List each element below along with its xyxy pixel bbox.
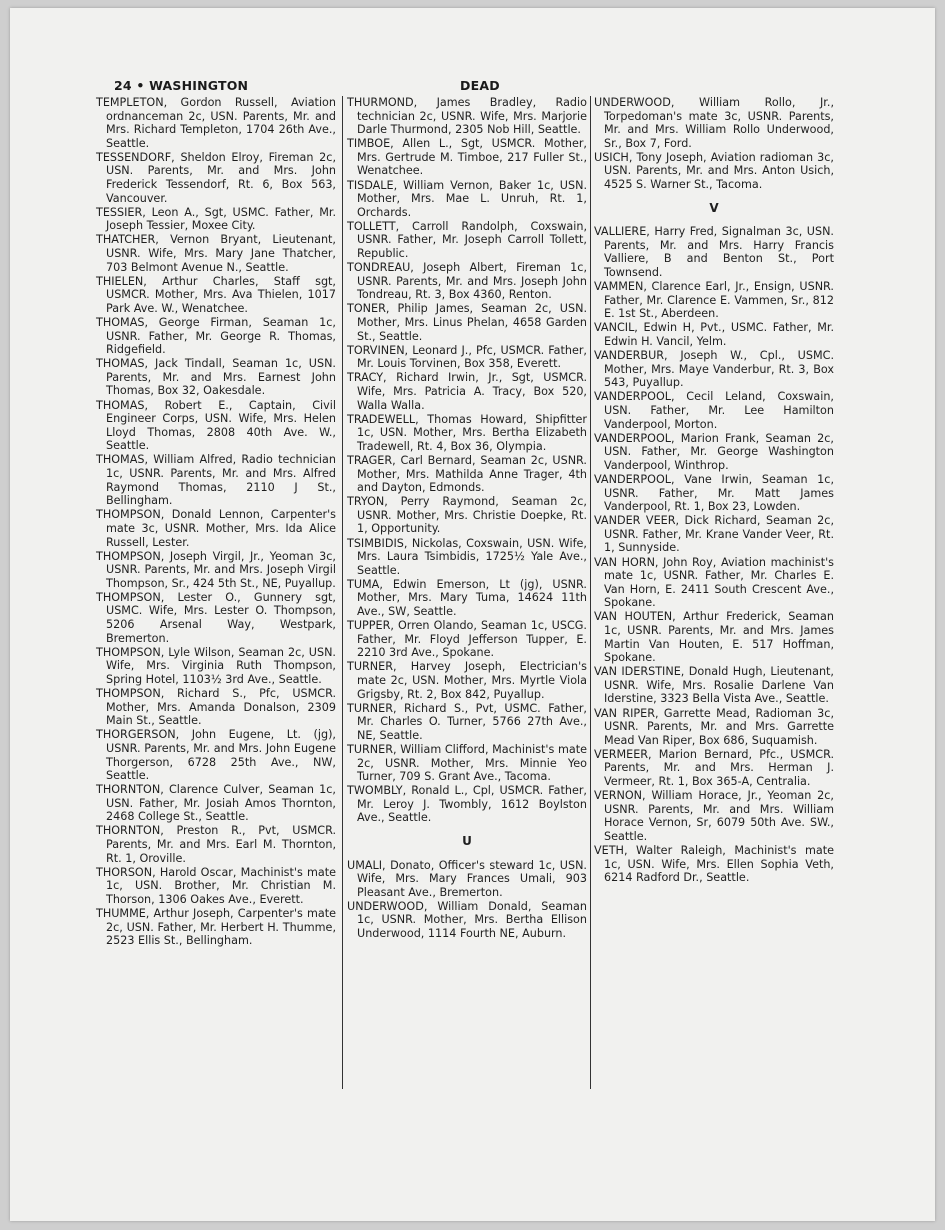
roster-entry: THOMPSON, Richard S., Pfc, USMCR. Mother, Mrs. Amanda Donalson, 2309 Main St., Seattle. [96,687,336,728]
roster-entry: THORSON, Harold Oscar, Machinist's mate 1c, USN. Brother, Mr. Christian M. Thorson, 1306 Oakes Ave., Everett. [96,865,336,906]
column-divider [342,96,343,1089]
column-1 [96,96,336,948]
roster-entry: VALLIERE, Harry Fred, Signalman 3c, USN. Parents, Mr. and Mrs. Harry Francis Valliere, B and Benton St., Port Townsend. [594,225,834,280]
roster-entry: TRAGER, Carl Bernard, Seaman 2c, USNR. Mother, Mrs. Mathilda Anne Trager, 4th and Dayton, Edmonds. [347,453,587,495]
roster-entry: VAN IDERSTINE, Donald Hugh, Lieutenant, USNR. Wife, Mrs. Rosalie Darlene Van Iderstine, 3323 Bella Vista Ave., Seattle. [594,665,834,706]
roster-entry: VAMMEN, Clarence Earl, Jr., Ensign, USNR. Father, Mr. Clarence E. Vammen, Sr., 812 E. 1st St., Aberdeen. [594,280,834,321]
roster-entry: THORGERSON, John Eugene, Lt. (jg), USNR. Parents, Mr. and Mrs. John Eugene Thorgerson, 6728 25th Ave., NW, Seattle. [96,728,336,783]
roster-entry: UMALI, Donato, Officer's steward 1c, USN. Wife, Mrs. Mary Frances Umali, 903 Pleasant Ave., Bremerton. [347,858,587,899]
roster-entry: VANDERPOOL, Marion Frank, Seaman 2c, USN. Father, Mr. George Washington Vanderpool, Winthrop. [594,431,834,472]
roster-entry: VANDERBUR, Joseph W., Cpl., USMC. Mother, Mrs. Maye Vanderbur, Rt. 3, Box 543, Puyallup. [594,349,834,390]
roster-entry: TWOMBLY, Ronald L., Cpl, USMCR. Father, Mr. Leroy J. Twombly, 1612 Boylston Ave., Seattle. [347,784,587,825]
roster-entry: USICH, Tony Joseph, Aviation radioman 3c, USN. Parents, Mr. and Mrs. Anton Usich, 4525 S. Warner St., Tacoma. [594,150,834,192]
roster-entry: TESSENDORF, Sheldon Elroy, Fireman 2c, USN. Parents, Mr. and Mrs. John Frederick Tessendorf, Rt. 6, Box 563, Vancouver. [96,150,336,205]
roster-entry: TRYON, Perry Raymond, Seaman 2c, USNR. Mother, Mrs. Christie Doepke, Rt. 1, Opportunity. [347,495,587,536]
roster-entry: TURNER, Richard S., Pvt, USMC. Father, Mr. Charles O. Turner, 5766 27th Ave., NE, Seattle. [347,701,587,742]
roster-entry: TEMPLETON, Gordon Russell, Aviation ordnanceman 2c, USN. Parents, Mr. and Mrs. Richard Templeton, 1704 26th Ave., Seattle. [96,96,336,150]
roster-entry: THURMOND, James Bradley, Radio technician 2c, USNR. Wife, Mrs. Marjorie Darle Thurmond, 2305 Nob Hill, Seattle. [347,96,587,137]
roster-entry: THUMME, Arthur Joseph, Carpenter's mate 2c, USN. Father, Mr. Herbert H. Thumme, 2523 Ellis St., Bellingham. [96,907,336,948]
roster-entry: THOMPSON, Joseph Virgil, Jr., Yeoman 3c, USNR. Parents, Mr. and Mrs. Joseph Virgil Thompson, Sr., 424 5th St., NE, Puyallup. [96,549,336,590]
roster-entry: THOMPSON, Lester O., Gunnery sgt, USMC. Wife, Mrs. Lester O. Thompson, 5206 Arsenal Way, Westpark, Bremerton. [96,590,336,645]
roster-entry: TESSIER, Leon A., Sgt, USMC. Father, Mr. Joseph Tessier, Moxee City. [96,205,336,233]
roster-entry: TRACY, Richard Irwin, Jr., Sgt, USMCR. Wife, Mrs. Patricia A. Tracy, Box 520, Walla Walla. [347,371,587,412]
roster-entry: VAN HOUTEN, Arthur Frederick, Seaman 1c, USNR. Parents, Mr. and Mrs. James Martin Van Houten, E. 517 Hoffman, Spokane. [594,610,834,665]
roster-entry: VANDERPOOL, Vane Irwin, Seaman 1c, USNR. Father, Mr. Matt James Vanderpool, Rt. 1, Box 23, Lowden. [594,472,834,514]
roster-entry: TSIMBIDIS, Nickolas, Coxswain, USN. Wife, Mrs. Laura Tsimbidis, 1725½ Yale Ave., Seattle. [347,536,587,577]
roster-entry: UNDERWOOD, William Rollo, Jr., Torpedoman's mate 3c, USNR. Parents, Mr. and Mrs. William Rollo Underwood, Sr., Box 7, Ford. [594,96,834,150]
roster-entry: THORNTON, Clarence Culver, Seaman 1c, USN. Father, Mr. Josiah Amos Thornton, 2468 College St., Seattle. [96,783,336,824]
roster-entry: THIELEN, Arthur Charles, Staff sgt, USMCR. Mother, Mrs. Ava Thielen, 1017 Park Ave. W., Wenatchee. [96,274,336,315]
roster-entry: THOMPSON, Lyle Wilson, Seaman 2c, USN. Wife, Mrs. Virginia Ruth Thompson, Spring Hotel, 1103½ 3rd Ave., Seattle. [96,645,336,686]
roster-entry: TONER, Philip James, Seaman 2c, USN. Mother, Mrs. Linus Phelan, 4658 Garden St., Seattle. [347,302,587,343]
roster-entry: TURNER, Harvey Joseph, Electrician's mate 2c, USN. Mother, Mrs. Myrtle Viola Grigsby, Rt. 2, Box 842, Puyallup. [347,660,587,701]
column-3 [594,96,834,885]
roster-entry: TISDALE, William Vernon, Baker 1c, USN. Mother, Mrs. Mae L. Unruh, Rt. 1, Orchards. [347,178,587,219]
roster-entry: TOLLETT, Carroll Randolph, Coxswain, USNR. Father, Mr. Joseph Carroll Tollett, Republic. [347,219,587,261]
section-letter: V [709,200,719,215]
section-letter: U [462,833,472,848]
roster-entry: TUPPER, Orren Olando, Seaman 1c, USCG. Father, Mr. Floyd Jefferson Tupper, E. 2210 3rd Ave., Spokane. [347,619,587,660]
roster-entry: TUMA, Edwin Emerson, Lt (jg), USNR. Mother, Mrs. Mary Tuma, 14624 11th Ave., SW, Seattle. [347,577,587,618]
roster-entry: VAN RIPER, Garrette Mead, Radioman 3c, USNR. Parents, Mr. and Mrs. Garrette Mead Van Riper, Box 686, Suquamish. [594,706,834,747]
roster-entry: TONDREAU, Joseph Albert, Fireman 1c, USNR. Parents, Mr. and Mrs. Joseph John Tondreau, Rt. 3, Box 4360, Renton. [347,261,587,302]
roster-entry: UNDERWOOD, William Donald, Seaman 1c, USNR. Mother, Mrs. Bertha Ellison Underwood, 1114 Fourth NE, Auburn. [347,899,587,941]
roster-entry: TRADEWELL, Thomas Howard, Shipfitter 1c, USN. Mother, Mrs. Bertha Elizabeth Tradewell, Rt. 4, Box 36, Olympia. [347,412,587,453]
column-2 [347,96,587,941]
roster-entry: THOMAS, Jack Tindall, Seaman 1c, USN. Parents, Mr. and Mrs. Earnest John Thomas, Box 32, Oakesdale. [96,357,336,398]
roster-entry: TURNER, William Clifford, Machinist's mate 2c, USNR. Mother, Mrs. Minnie Yeo Turner, 709 S. Grant Ave., Tacoma. [347,742,587,784]
roster-entry: THOMAS, Robert E., Captain, Civil Engineer Corps, USN. Wife, Mrs. Helen Lloyd Thomas, 2808 40th Ave. W., Seattle. [96,398,336,453]
roster-entry: THOMPSON, Donald Lennon, Carpenter's mate 3c, USNR. Mother, Mrs. Ida Alice Russell, Lester. [96,508,336,549]
roster-entry: VANDER VEER, Dick Richard, Seaman 2c, USNR. Father, Mr. Krane Vander Veer, Rt. 1, Sunnyside. [594,514,834,555]
roster-entry: VERMEER, Marion Bernard, Pfc., USMCR. Parents, Mr. and Mrs. Herman J. Vermeer, Rt. 1, Box 365-A, Centralia. [594,747,834,788]
roster-entry: TORVINEN, Leonard J., Pfc, USMCR. Father, Mr. Louis Torvinen, Box 358, Everett. [347,343,587,371]
roster-entry: THOMAS, William Alfred, Radio technician 1c, USNR. Parents, Mr. and Mrs. Alfred Raymond Thomas, 2110 J St., Bellingham. [96,453,336,508]
roster-entry: THOMAS, George Firman, Seaman 1c, USNR. Father, Mr. George R. Thomas, Ridgefield. [96,316,336,357]
roster-entry: TIMBOE, Allen L., Sgt, USMCR. Mother, Mrs. Gertrude M. Timboe, 217 Fuller St., Wenatchee. [347,137,587,178]
roster-entry: VETH, Walter Raleigh, Machinist's mate 1c, USN. Wife, Mrs. Ellen Sophia Veth, 6214 Radford Dr., Seattle. [594,843,834,885]
roster-entry: VERNON, William Horace, Jr., Yeoman 2c, USNR. Parents, Mr. and Mrs. William Horace Vernon, Sr, 6079 50th Ave. SW., Seattle. [594,789,834,843]
roster-entry: VANCIL, Edwin H, Pvt., USMC. Father, Mr. Edwin H. Vancil, Yelm. [594,321,834,348]
roster-entry: VAN HORN, John Roy, Aviation machinist's mate 1c, USNR. Father, Mr. Charles E. Van Horn, E. 2411 South Crescent Ave., Spokane. [594,555,834,610]
roster-entry: VANDERPOOL, Cecil Leland, Coxswain, USN. Father, Mr. Lee Hamilton Vanderpool, Morton. [594,390,834,431]
roster-entry: THORNTON, Preston R., Pvt, USMCR. Parents, Mr. and Mrs. Earl M. Thornton, Rt. 1, Oroville. [96,824,336,865]
roster-entry: THATCHER, Vernon Bryant, Lieutenant, USNR. Wife, Mrs. Mary Jane Thatcher, 703 Belmont Avenue N., Seattle. [96,233,336,274]
column-divider [590,96,591,1089]
page-number: 24 • WASHINGTON [114,78,249,93]
page-header [114,78,874,96]
section-title: DEAD [460,78,500,93]
